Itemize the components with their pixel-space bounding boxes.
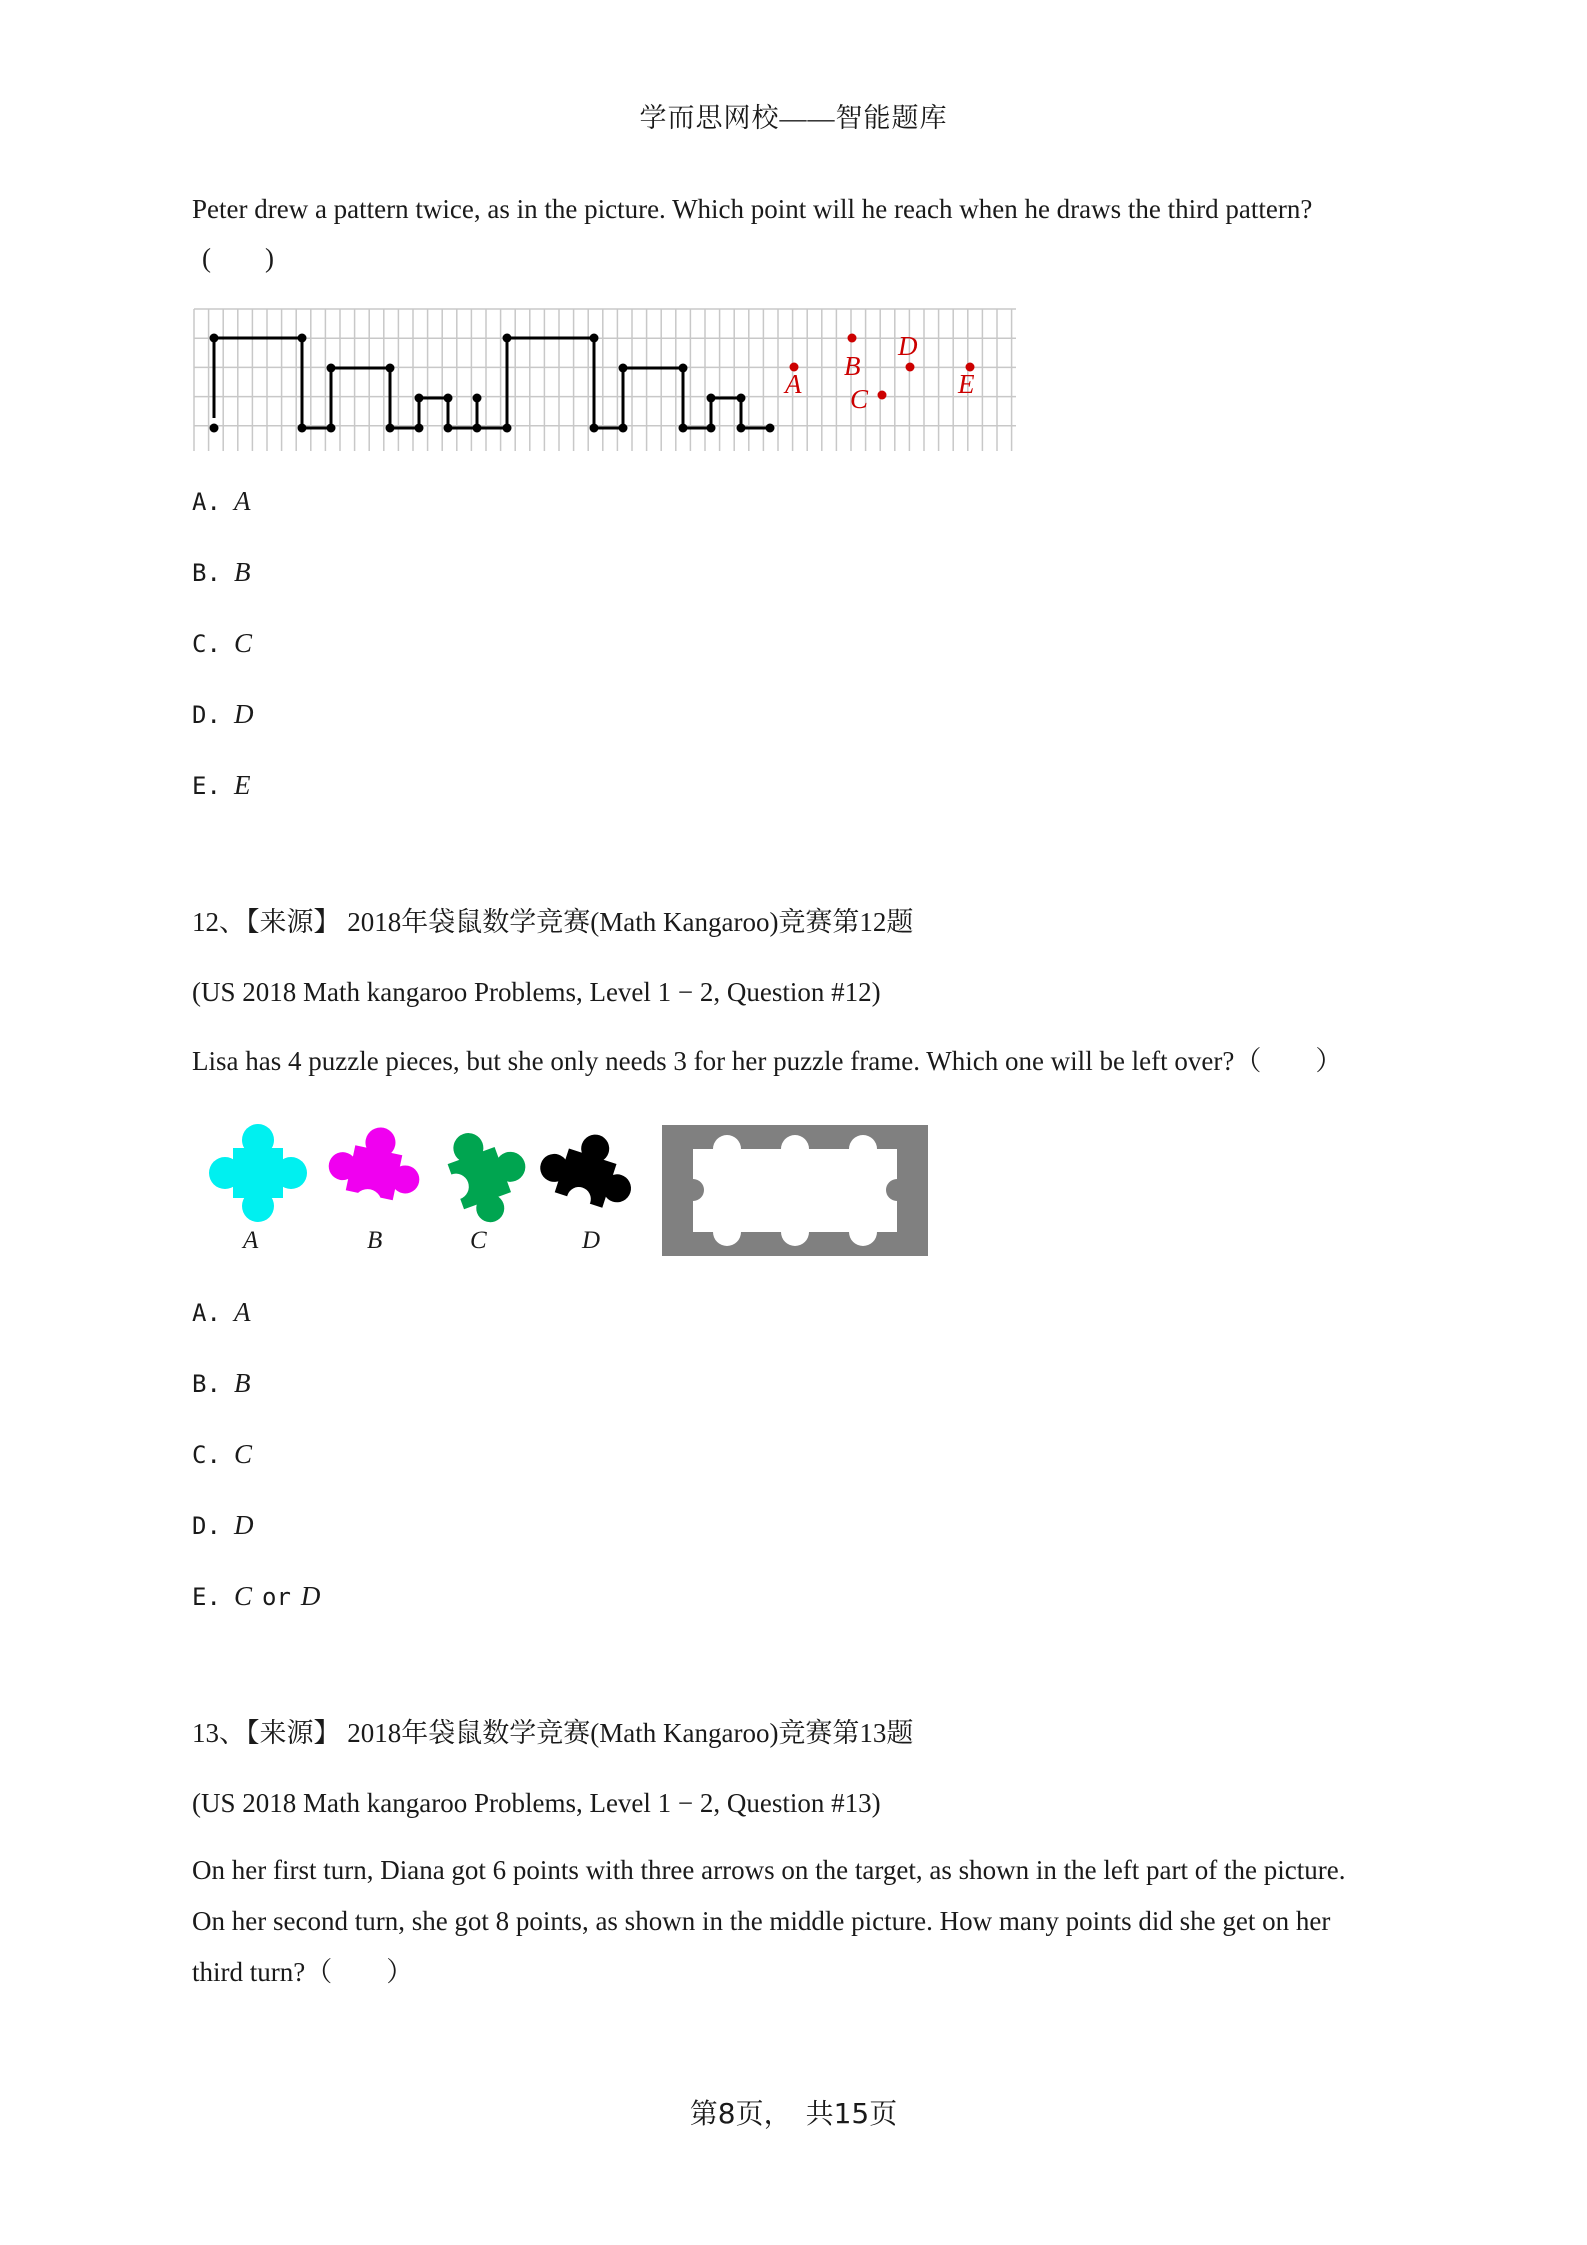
q13-stem-line-2: On her second turn, she got 8 points, as shown in the middle picture. How many points did she get on her bbox=[192, 1906, 1331, 1936]
q12-option-d[interactable]: D. D bbox=[192, 1510, 254, 1540]
q11-answer-blank: ( ) bbox=[202, 243, 274, 273]
q13-stem-line-3: third turn?（ ） bbox=[192, 1957, 414, 1987]
piece-b-label: B bbox=[367, 1227, 383, 1254]
page-footer: 第8页， 共15页 bbox=[689, 2097, 898, 2130]
piece-c-label: C bbox=[470, 1227, 487, 1254]
q12-reference: (US 2018 Math kangaroo Problems, Level 1 − 2, Question #12) bbox=[192, 977, 881, 1007]
point-d-label: D bbox=[898, 331, 918, 361]
puzzle-frame bbox=[662, 1125, 928, 1256]
q12-source: 12、【来源】 2018年袋鼠数学竞赛(Math Kangaroo)竞赛第12题 bbox=[192, 907, 914, 937]
q12-stem: Lisa has 4 puzzle pieces, but she only needs 3 for her puzzle frame. Which one will be left over?（ ） bbox=[192, 1046, 1343, 1076]
page-header: 学而思网校——智能题库 bbox=[639, 103, 948, 133]
point-e-label: E bbox=[958, 369, 975, 399]
q12-option-a[interactable]: A. A bbox=[192, 1297, 251, 1327]
puzzle-piece-c bbox=[428, 1118, 541, 1235]
q11-option-c[interactable]: C. C bbox=[192, 628, 253, 658]
candidate-points bbox=[790, 334, 975, 400]
point-b bbox=[848, 334, 857, 343]
puzzle-piece-b bbox=[320, 1118, 429, 1226]
piece-d-label: D bbox=[582, 1227, 601, 1254]
q13-reference: (US 2018 Math kangaroo Problems, Level 1 − 2, Question #13) bbox=[192, 1788, 881, 1818]
point-a-label: A bbox=[785, 369, 802, 399]
q13-stem-line-1: On her first turn, Diana got 6 points with three arrows on the target, as shown in the left part of the picture. bbox=[192, 1855, 1346, 1885]
q11-option-b[interactable]: B. B bbox=[192, 557, 251, 587]
q12-puzzle-figure bbox=[195, 1110, 935, 1260]
q12-option-c[interactable]: C. C bbox=[192, 1439, 253, 1469]
piece-a-label: A bbox=[243, 1227, 259, 1254]
q11-stem: Peter drew a pattern twice, as in the picture. Which point will he reach when he draws the third pattern? bbox=[192, 194, 1313, 224]
point-c-label: C bbox=[850, 384, 869, 414]
puzzle-piece-d bbox=[530, 1121, 644, 1225]
q13-source: 13、【来源】 2018年袋鼠数学竞赛(Math Kangaroo)竞赛第13题 bbox=[192, 1718, 914, 1748]
q12-option-b[interactable]: B. B bbox=[192, 1368, 251, 1398]
point-b-label: B bbox=[844, 351, 861, 381]
q12-option-e[interactable]: E. C or D bbox=[192, 1581, 321, 1611]
drawn-pattern-path bbox=[214, 338, 770, 428]
point-d bbox=[906, 363, 915, 372]
q11-pattern-figure bbox=[190, 305, 1020, 455]
q11-option-e[interactable]: E. E bbox=[192, 770, 251, 800]
q11-option-a[interactable]: A. A bbox=[192, 486, 251, 516]
q11-option-d[interactable]: D. D bbox=[192, 699, 254, 729]
puzzle-piece-a bbox=[209, 1124, 307, 1222]
point-c bbox=[878, 391, 887, 400]
candidate-labels bbox=[783, 331, 975, 414]
grid-lines bbox=[194, 309, 1016, 451]
